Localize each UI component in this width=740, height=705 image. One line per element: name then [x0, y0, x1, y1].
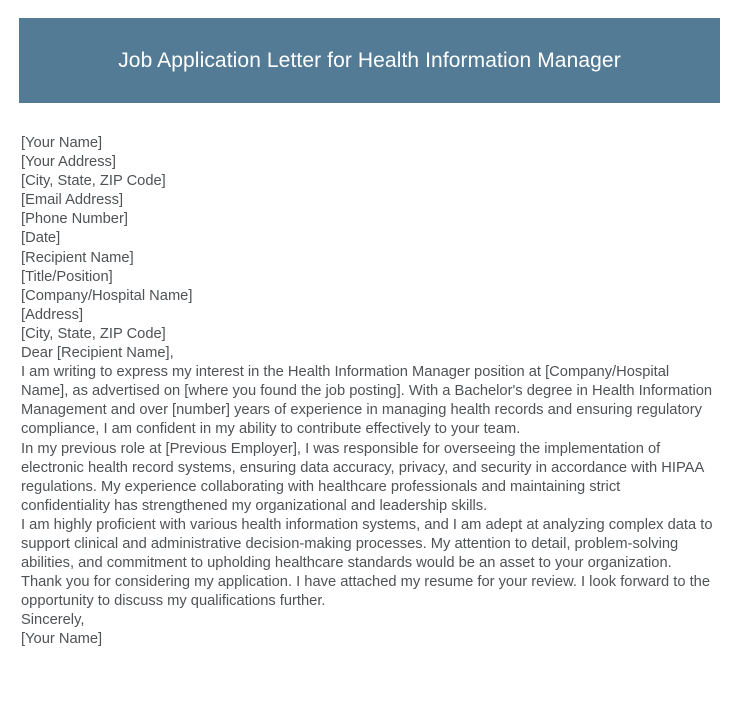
recipient-city-state-zip: [City, State, ZIP Code] [21, 325, 166, 342]
closing-salutation: Sincerely, [21, 612, 85, 629]
body-paragraph-1: I am writing to express my interest in the Health Information Manager position at [Company/Hospital Name], as advertised on [where you found the job posting]. With a Bachelor's degree in Health Information Management and over [number] years of experience in managing health records and ensuring regulatory compliance, I am confident in my ability to contribute effectively to your team. [21, 364, 713, 438]
letter-date: [Date] [21, 230, 61, 247]
body-paragraph-2: In my previous role at [Previous Employer], I was responsible for overseeing the implementation of electronic health record systems, ensuring data accuracy, privacy, and security in accordance with HIPAA regulations. My experience collaborating with healthcare professionals and maintaining strict confidentiality has strengthened my organizational and leadership skills. [21, 440, 704, 514]
sender-city-state-zip: [City, State, ZIP Code] [21, 173, 166, 190]
sender-email: [Email Address] [21, 192, 124, 209]
body-paragraph-3: I am highly proficient with various health information systems, and I am adept at analyzing complex data to support clinical and administrative decision-making processes. My attention to detail, problem-solving abilities, and commitment to upholding healthcare standards would be an asset to your organization. [21, 516, 713, 572]
recipient-address: [Address] [21, 306, 84, 323]
recipient-company: [Company/Hospital Name] [21, 287, 193, 304]
sender-phone: [Phone Number] [21, 211, 128, 228]
recipient-name: [Recipient Name] [21, 249, 134, 266]
recipient-address-block [21, 249, 713, 344]
page-title: Job Application Letter for Health Information Manager [118, 48, 621, 72]
sender-name: [Your Name] [21, 135, 103, 151]
sender-address-block [21, 134, 713, 249]
signature-name: [Your Name] [21, 631, 103, 648]
recipient-title: [Title/Position] [21, 268, 113, 285]
body-paragraph-4: Thank you for considering my application. I have attached my resume for your review. I look forward to the opportunity to discuss my qualifications further. [21, 574, 711, 610]
letter-body [21, 134, 713, 650]
header-banner [19, 18, 720, 103]
sender-address: [Your Address] [21, 154, 116, 171]
salutation: Dear [Recipient Name], [21, 345, 174, 362]
